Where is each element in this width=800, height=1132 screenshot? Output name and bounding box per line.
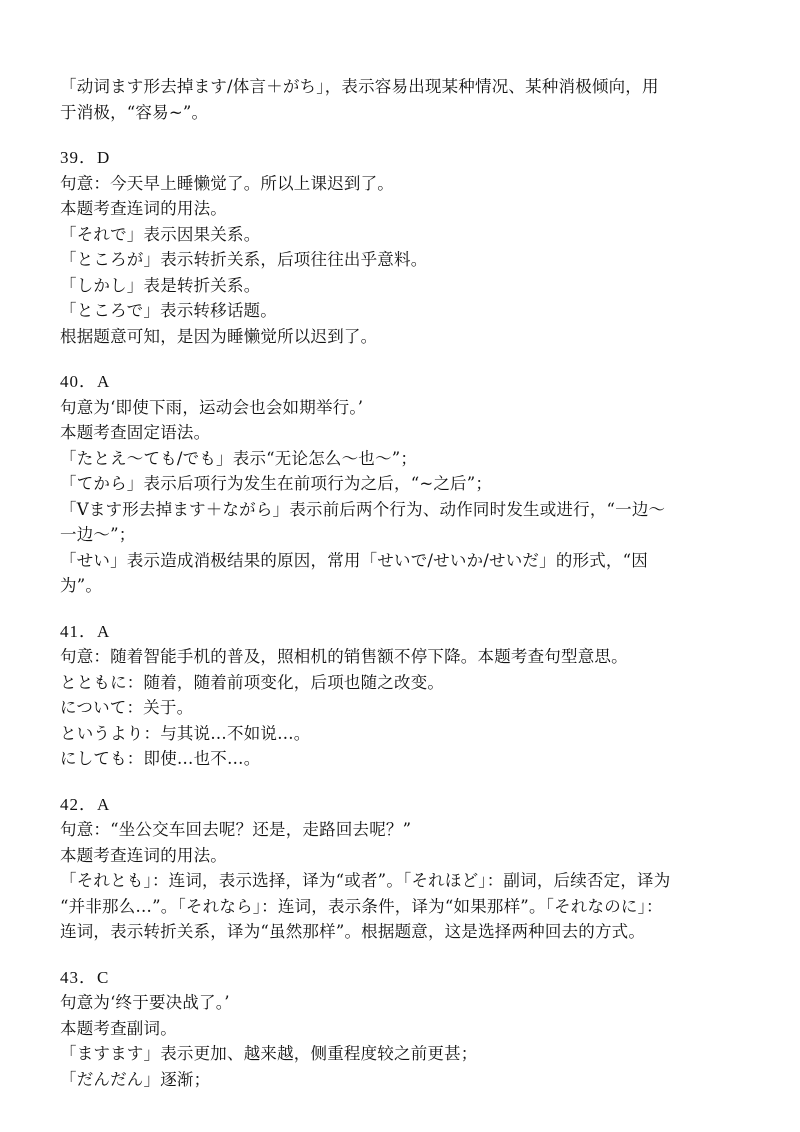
intro-paragraph [60,74,750,125]
text-line: 句意为‘即使下雨，运动会也会如期举行。’ [60,397,364,417]
text-line: 「ますます」表示更加、越来越，侧重程度较之前更甚； [60,1044,478,1063]
text-line: 「それとも」：连词，表示选择，译为“或者”。「それほど」：副词，后续否定，译为 [60,871,671,890]
text-line: 「ところが」表示转折关系，后项往往出乎意料。 [60,250,428,269]
text-line: 根据题意可知，是因为睡懒觉所以迟到了。 [60,326,378,346]
text-line: 「てから」表示后项行为发生在前项行为之后，“~之后”； [60,474,493,493]
text-line: “并非那么…”。「それなら」：连词，表示条件，译为“如果那样”。「それなのに」： [60,896,663,916]
text-line: 「ところで」表示转移话题。 [60,301,277,320]
text-line: 「せい」表示造成消极结果的原因，常用「せいで/せいか/せいだ」的形式，“因 [60,550,648,570]
text-line: というより：与其说…不如说…。 [60,723,311,743]
document-page [60,74,750,1112]
text-line: 「だんだん」逐渐； [60,1069,211,1089]
text-line: 「动词ます形去掉ます/体言＋がち」，表示容易出现某种情况、某种消极倾向，用 [60,77,659,96]
text-line: 一边～”； [60,525,136,544]
text-line: 「Vます形去掉ます＋ながら」表示前后两个行为、动作同时发生或进行，“一边～ [60,499,666,519]
question-42 [60,792,750,945]
question-43 [60,965,750,1093]
text-line: 本题考查连词的用法。 [60,199,227,218]
text-line: とともに：随着，随着前项变化，后项也随之改变。 [60,672,445,692]
text-line: 「しかし」表是转折关系。 [60,275,261,295]
text-line: にしても：即使…也不…。 [60,749,261,768]
text-line: 「それで」表示因果关系。 [60,224,261,244]
question-number: 41．A [60,621,111,641]
text-line: 句意为‘终于要决战了。’ [60,993,230,1012]
text-line: 句意：“坐公交车回去呢？还是，走路回去呢？” [60,820,412,839]
question-number: 40．A [60,372,111,391]
text-line: 本题考查连词的用法。 [60,845,227,865]
question-39 [60,145,750,349]
question-number: 43．C [60,967,110,987]
text-line: 为”。 [60,576,103,595]
question-number: 42．A [60,794,111,814]
text-line: 连词，表示转折关系，译为“虽然那样”。根据题意，这是选择两种回去的方式。 [60,922,646,941]
text-line: 「たとえ～ても/でも」表示“无论怎么～也～”； [60,448,418,468]
text-line: 句意：随着智能手机的普及，照相机的销售额不停下降。本题考查句型意思。 [60,647,628,666]
question-41 [60,619,750,772]
text-line: 本题考查固定语法。 [60,423,211,442]
question-number: 39．D [60,148,111,167]
text-line: について：关于。 [60,698,194,717]
text-line: 句意：今天早上睡懒觉了。所以上课迟到了。 [60,173,394,193]
question-40 [60,369,750,599]
text-line: 本题考查副词。 [60,1018,177,1038]
text-line: 于消极，“容易~”。 [60,102,209,122]
